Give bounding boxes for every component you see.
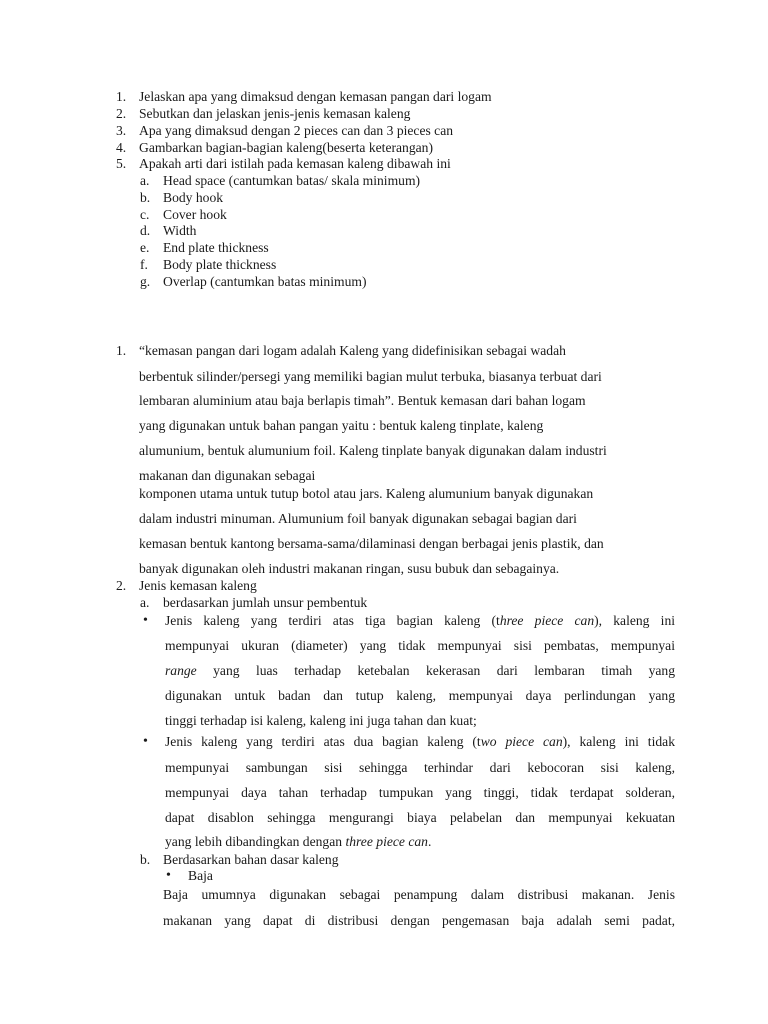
- italic-run: three piece can: [345, 834, 428, 849]
- answer-line: lembaran aluminium atau baja berlapis timah”. Bentuk kemasan dari bahan logam: [139, 393, 586, 408]
- question-text: Apa yang dimaksud dengan 2 pieces can dan 3 pieces can: [139, 123, 454, 138]
- subitem-letter: e.: [140, 240, 150, 255]
- text-run: yang lebih dibandingkan dengan: [165, 834, 346, 849]
- paragraph-line: makanan yang dapat di distribusi dengan pengemasan baja adalah semi padat,: [163, 913, 675, 928]
- subitem-text: Cover hook: [163, 207, 227, 222]
- question-text: Sebutkan dan jelaskan jenis-jenis kemasan kaleng: [139, 106, 411, 121]
- text-run: yang luas terhadap ketebalan kekerasan dari lembaran timah yang: [196, 663, 675, 678]
- paragraph-line: [165, 733, 675, 750]
- subitem-letter: b.: [140, 190, 151, 205]
- paragraph-line: [165, 833, 431, 850]
- paragraph-line: [165, 662, 675, 679]
- answer-line: banyak digunakan oleh industri makanan ringan, susu bubuk dan sebagainya.: [139, 561, 560, 576]
- question-number: 5.: [116, 156, 127, 171]
- paragraph-line: mempunyai sambungan sisi sehingga terhindar dari kebocoran sisi kaleng,: [165, 760, 675, 775]
- paragraph-line: dapat disablon sehingga mengurangi biaya pelabelan dan mempunyai kekuatan: [165, 810, 675, 825]
- question-number: 1.: [116, 89, 127, 104]
- answer-line: dalam industri minuman. Alumunium foil banyak digunakan sebagai bagian dari: [139, 511, 577, 526]
- subsection-title: berdasarkan jumlah unsur pembentuk: [163, 595, 368, 610]
- bullet-icon: •: [143, 734, 148, 749]
- italic-run: hree piece can: [499, 613, 595, 628]
- bullet-icon: •: [143, 613, 148, 628]
- paragraph-line: mempunyai daya tahan terhadap tumpukan yang tinggi, tidak terdapat solderan,: [165, 785, 675, 800]
- question-number: 3.: [116, 123, 127, 138]
- subitem-text: Body plate thickness: [163, 257, 277, 272]
- question-text: Jelaskan apa yang dimaksud dengan kemasan pangan dari logam: [139, 89, 492, 104]
- subitem-text: End plate thickness: [163, 240, 269, 255]
- subsection-letter: b.: [140, 852, 151, 867]
- text-run: .: [427, 834, 432, 849]
- subsection-letter: a.: [140, 595, 150, 610]
- subitem-text: Width: [163, 223, 197, 238]
- answer-line: “kemasan pangan dari logam adalah Kaleng yang didefinisikan sebagai wadah: [139, 343, 566, 358]
- text-run: Jenis kaleng yang terdiri atas dua bagian kaleng (t: [165, 734, 481, 749]
- paragraph-line: tinggi terhadap isi kaleng, kaleng ini juga tahan dan kuat;: [165, 713, 477, 728]
- answer-number: 2.: [116, 578, 127, 593]
- question-text: Apakah arti dari istilah pada kemasan kaleng dibawah ini: [139, 156, 451, 171]
- paragraph-line: digunakan untuk badan dan tutup kaleng, mempunyai daya perlindungan yang: [165, 688, 675, 703]
- answer-title: Jenis kemasan kaleng: [139, 578, 257, 593]
- answer-number: 1.: [116, 343, 127, 358]
- subitem-text: Overlap (cantumkan batas minimum): [163, 274, 367, 289]
- bullet-icon: •: [166, 868, 171, 883]
- answer-line: yang digunakan untuk bahan pangan yaitu : bentuk kaleng tinplate, kaleng: [139, 418, 544, 433]
- text-run: ), kaleng ini: [594, 613, 676, 628]
- answer-line: komponen utama untuk tutup botol atau jars. Kaleng alumunium banyak digunakan: [139, 486, 594, 501]
- subitem-letter: d.: [140, 223, 151, 238]
- paragraph-line: mempunyai ukuran (diameter) yang tidak mempunyai sisi pembatas, mempunyai: [165, 638, 675, 653]
- subitem-letter: a.: [140, 173, 150, 188]
- text-run: ), kaleng ini tidak: [562, 734, 675, 749]
- answer-line: kemasan bentuk kantong bersama-sama/dilaminasi dengan berbagai jenis plastik, dan: [139, 536, 604, 551]
- answer-line: berbentuk silinder/persegi yang memiliki bagian mulut terbuka, biasanya terbuat dari: [139, 369, 602, 384]
- question-text: Gambarkan bagian-bagian kaleng(beserta keterangan): [139, 140, 434, 155]
- paragraph-line: Baja umumnya digunakan sebagai penampung dalam distribusi makanan. Jenis: [163, 887, 675, 902]
- italic-run: range: [165, 663, 197, 678]
- italic-run: wo piece can: [480, 734, 563, 749]
- subsection-title: Berdasarkan bahan dasar kaleng: [163, 852, 339, 867]
- subitem-letter: g.: [140, 274, 151, 289]
- bullet-label: Baja: [188, 868, 213, 883]
- answer-line: alumunium, bentuk alumunium foil. Kaleng tinplate banyak digunakan dalam industri: [139, 443, 607, 458]
- subitem-text: Body hook: [163, 190, 224, 205]
- text-run: Jenis kaleng yang terdiri atas tiga bagian kaleng (t: [165, 613, 500, 628]
- subitem-letter: f.: [140, 257, 148, 272]
- subitem-letter: c.: [140, 207, 150, 222]
- answer-line: makanan dan digunakan sebagai: [139, 468, 316, 483]
- subitem-text: Head space (cantumkan batas/ skala minimum): [163, 173, 421, 188]
- question-number: 4.: [116, 140, 127, 155]
- question-number: 2.: [116, 106, 127, 121]
- paragraph-line: [165, 612, 675, 629]
